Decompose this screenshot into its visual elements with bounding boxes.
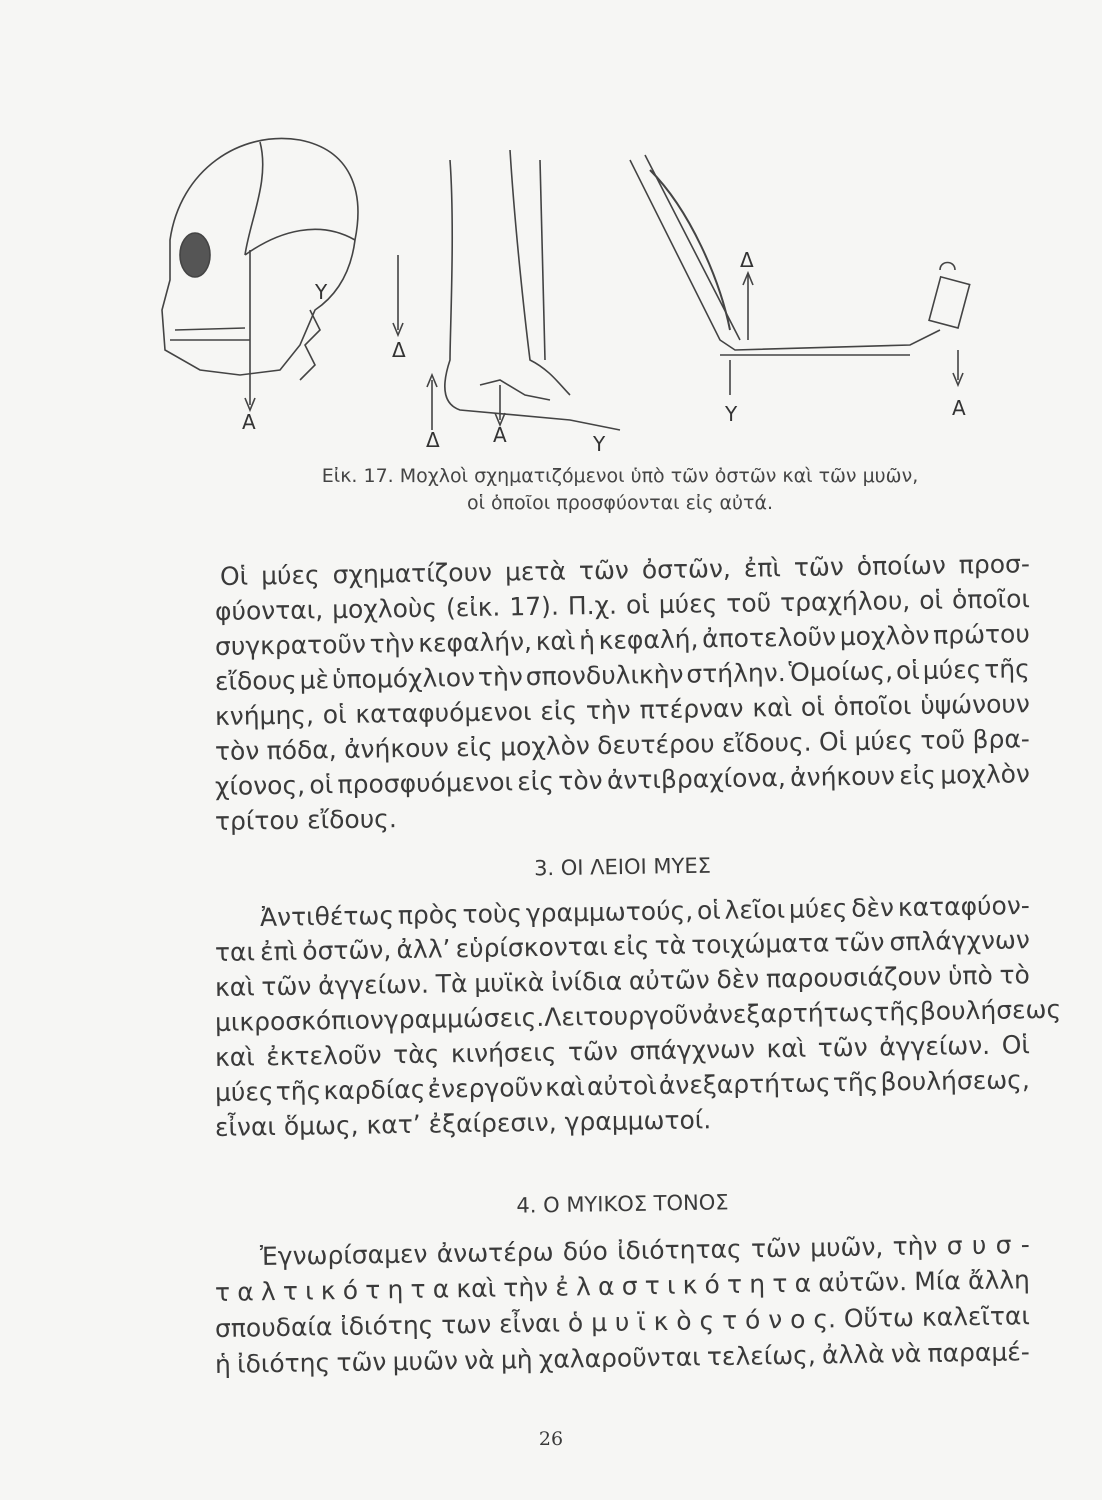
label-resistance: Α [952, 396, 966, 420]
text-line: εἶναι ὅμως, κατ’ ἐξαίρεσιν, γραμμωτοί. [214, 1105, 712, 1142]
label-force: Δ [392, 338, 406, 362]
figure-caption: Εἰκ. 17. Μοχλοὶ σχηματιζόμενοι ὑπὸ τῶν ὀστῶν καὶ τῶν μυῶν, [321, 465, 919, 487]
text-line: κνήμης, οἱ καταφυόμενοι εἰς τὴν πτέρναν καὶ οἱ ὁποῖοι ὑψώνουν [214, 689, 1031, 731]
label-resistance: Α [242, 410, 256, 434]
label-force: Δ [426, 428, 440, 452]
leg-drawing [445, 150, 620, 430]
text-line: ται ἐπὶ ὀστῶν, ἀλλ’ εὑρίσκονται εἰς τὰ τοιχώματα τῶν σπλάγχνων [214, 925, 1031, 967]
text-line: ἡ ἰδιότης τῶν μυῶν νὰ μὴ χαλαροῦνται τελείως, ἀλλὰ νὰ παραμέ- [214, 1337, 1031, 1379]
text-line: Οἱ μύες σχηματίζουν μετὰ τῶν ὀστῶν, ἐπὶ τῶν ὁποίων προσ- [219, 549, 1031, 591]
text-line: σπουδαία ἰδιότης των εἶναι ὁ μ υ ϊ κ ὸ ς τ ό ν ο ς. Οὕτω καλεῖται [214, 1301, 1031, 1343]
text-line: συγκρατοῦν τὴν κεφαλήν, καὶ ἡ κεφαλή, ἀποτελοῦν μοχλὸν πρώτου [214, 619, 1031, 661]
text-line: εἴδους μὲ ὑπομόχλιον τὴν σπονδυλικὴν στήλην. Ὁμοίως, οἱ μύες τῆς [214, 654, 1031, 696]
text-line: φύονται, μοχλοὺς (εἰκ. 17). Π.χ. οἱ μύες τοῦ τραχήλου, οἱ ὁποῖοι [214, 584, 1031, 626]
text-line: μικροσκόπιον γραμμώσεις. Λειτουργοῦν ἀνεξαρτήτως τῆς βουλήσεως [214, 994, 1062, 1037]
figure-levers [150, 130, 1020, 460]
text-line: καὶ τῶν ἀγγείων. Τὰ μυϊκὰ ἰνίδια αὐτῶν δὲν παρουσιάζουν ὑπὸ τὸ [214, 960, 1031, 1002]
label-fulcrum: Υ [725, 402, 738, 426]
section-heading: 4. Ο ΜΥΙΚΟΣ ΤΟΝΟΣ [516, 1190, 729, 1218]
label-fulcrum: Υ [315, 280, 328, 304]
label-force: Δ [740, 248, 754, 272]
page-number: 26 [538, 1428, 564, 1450]
text-line: Ἐγνωρίσαμεν ἀνωτέρω δύο ἰδιότητας τῶν μυῶν, τὴν σ υ σ - [259, 1229, 1030, 1271]
section-heading: 3. ΟΙ ΛΕΙΟΙ ΜΥΕΣ [533, 853, 712, 881]
text-line: τρίτου εἴδους. [214, 804, 398, 836]
label-fulcrum: Υ [593, 432, 606, 456]
arm-drawing [630, 155, 970, 355]
text-line: χίονος, οἱ προσφυόμενοι εἰς τὸν ἀντιβραχίονα, ἀνήκουν εἰς μοχλὸν [214, 759, 1031, 801]
lever-illustration [150, 130, 1020, 460]
text-line: Ἀντιθέτως πρὸς τοὺς γραμμωτούς, οἱ λεῖοι μύες δὲν καταφύον- [259, 890, 1031, 932]
label-resistance: Α [493, 423, 507, 447]
text-line: μύες τῆς καρδίας ἐνεργοῦν καὶ αὐτοὶ ἀνεξαρτήτως τῆς βουλήσεως, [214, 1065, 1031, 1107]
text-line: τὸν πόδα, ἀνήκουν εἰς μοχλὸν δευτέρου εἴδους. Οἱ μύες τοῦ βρα- [214, 724, 1031, 766]
text-line: τ α λ τ ι κ ό τ η τ α καὶ τὴν ἐ λ α σ τ ι κ ό τ η τ α αὐτῶν. Μία ἄλλη [214, 1265, 1031, 1307]
figure-caption-cont: οἱ ὁποῖοι προσφύονται εἰς αὐτά. [466, 492, 774, 514]
text-line: καὶ ἐκτελοῦν τὰς κινήσεις τῶν σπάγχνων καὶ τῶν ἀγγείων. Οἱ [214, 1030, 1031, 1072]
skull-drawing [162, 138, 358, 380]
